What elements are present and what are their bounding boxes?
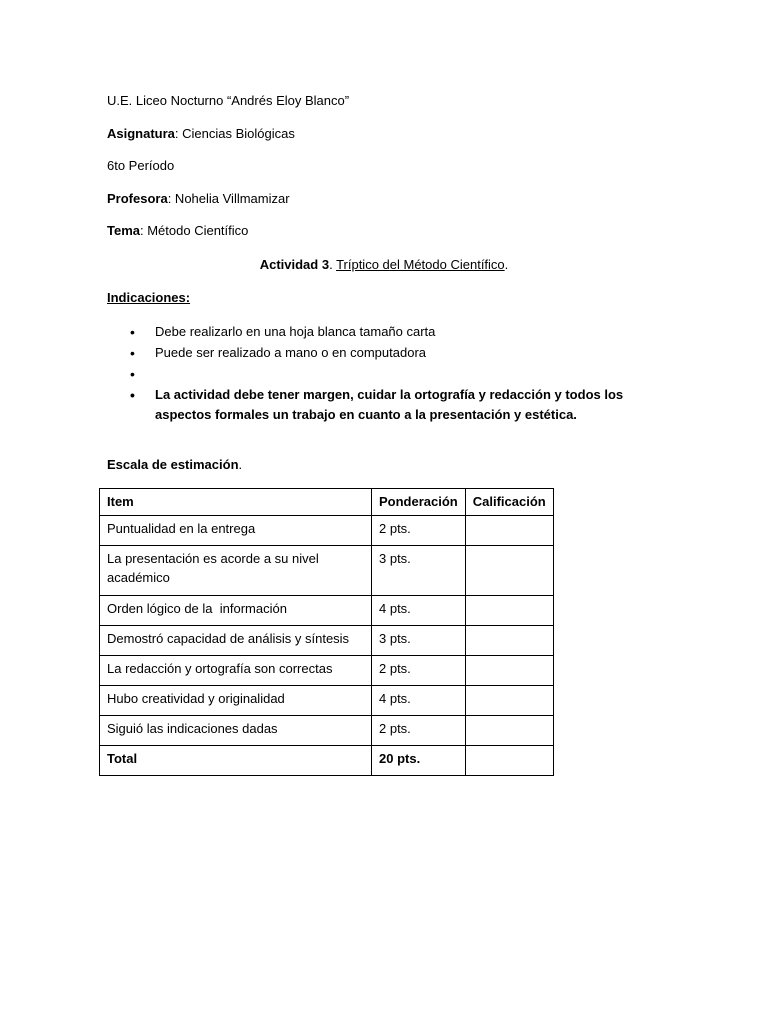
- instructions-list: [128, 322, 688, 426]
- row-weight: 2 pts.: [372, 516, 466, 546]
- subject-value: : Ciencias Biológicas: [174, 126, 295, 141]
- instruction-item: • Debe realizarlo en una hoja blanca tamaño carta: [128, 322, 688, 342]
- table-row: [100, 656, 554, 686]
- instructions-heading: Indicaciones:: [107, 290, 191, 305]
- topic-value: : Método Científico: [140, 223, 249, 238]
- activity-end: .: [504, 257, 509, 272]
- row-grade: [465, 656, 553, 686]
- row-grade: [465, 716, 553, 746]
- header-weight: Ponderación: [372, 489, 466, 516]
- instruction-item: • La actividad debe tener margen, cuidar la ortografía y redacción y todos los aspectos formales un trabajo en cuanto a la presentación y estética.: [128, 385, 655, 425]
- table-row: [100, 596, 554, 626]
- row-weight: 3 pts.: [372, 626, 466, 656]
- row-grade: [465, 596, 553, 626]
- row-item: Demostró capacidad de análisis y síntesis: [100, 626, 372, 656]
- table-row: [100, 716, 554, 746]
- activity-separator: .: [329, 257, 337, 272]
- rubric-table: [99, 488, 554, 776]
- table-row: [100, 516, 554, 546]
- instruction-item: • Puede ser realizado a mano o en computadora: [128, 343, 688, 363]
- table-total-row: [100, 746, 554, 776]
- row-weight: 4 pts.: [372, 686, 466, 716]
- topic-line: [107, 223, 248, 239]
- total-label: Total: [100, 746, 372, 776]
- row-weight: 3 pts.: [372, 546, 466, 596]
- table-header-row: [100, 489, 554, 516]
- total-grade: [465, 746, 553, 776]
- school-name: U.E. Liceo Nocturno “Andrés Eloy Blanco”: [107, 93, 350, 108]
- row-item: La redacción y ortografía son correctas: [100, 656, 372, 686]
- total-weight: 20 pts.: [372, 746, 466, 776]
- row-item: Siguió las indicaciones dadas: [100, 716, 372, 746]
- scale-title: [107, 457, 242, 473]
- row-weight: 2 pts.: [372, 656, 466, 686]
- header-grade: Calificación: [465, 489, 553, 516]
- table-row: [100, 546, 554, 596]
- topic-label: Tema: [107, 223, 140, 238]
- row-item: La presentación es acorde a su nivel académico: [100, 546, 372, 596]
- row-item: Orden lógico de la información: [100, 596, 372, 626]
- row-item: Puntualidad en la entrega: [100, 516, 372, 546]
- activity-heading: [0, 257, 768, 273]
- row-grade: [465, 546, 553, 596]
- activity-label: Actividad 3: [259, 257, 330, 272]
- row-grade: [465, 686, 553, 716]
- scale-title-text: Escala de estimación: [107, 457, 239, 472]
- table-row: [100, 626, 554, 656]
- teacher-value: : Nohelia Villmamizar: [167, 191, 290, 206]
- row-grade: [465, 516, 553, 546]
- subject-label: Asignatura: [107, 126, 175, 141]
- instruction-item: [128, 364, 688, 384]
- scale-title-end: .: [238, 457, 243, 472]
- row-weight: 4 pts.: [372, 596, 466, 626]
- teacher-label: Profesora: [107, 191, 168, 206]
- activity-title: Tríptico del Método Científico: [336, 257, 505, 272]
- period-line: 6to Período: [107, 158, 175, 173]
- subject-line: [107, 126, 295, 142]
- table-row: [100, 686, 554, 716]
- teacher-line: [107, 191, 290, 207]
- row-grade: [465, 626, 553, 656]
- row-weight: 2 pts.: [372, 716, 466, 746]
- header-item: Item: [100, 489, 372, 516]
- row-item: Hubo creatividad y originalidad: [100, 686, 372, 716]
